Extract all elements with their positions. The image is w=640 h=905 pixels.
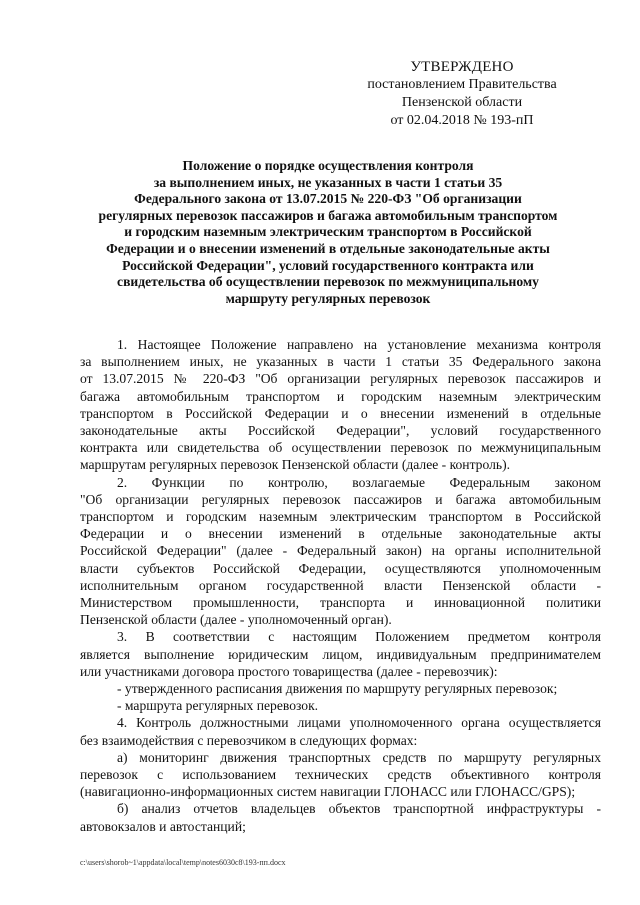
body-line: Пензенской области (далее - уполномоченный орган). [80, 612, 392, 628]
body-line: багажа автомобильным транспортом и городским наземным электрическим [80, 388, 601, 404]
file-path-footer: c:\users\shorob~1\appdata\local\temp\notes6030c8\193-пп.docx [80, 858, 286, 867]
body-line: 4. Контроль должностными лицами уполномоченного органа осуществляется [117, 715, 601, 731]
title-line: и городским наземным электрическим транспортом в Российской [124, 224, 532, 240]
body-line: контракта или свидетельства об осуществлении перевозок по межмуниципальным [80, 440, 601, 456]
body-line: - маршрута регулярных перевозок. [117, 698, 319, 714]
approval-stamp [360, 58, 564, 130]
body-line: транспортом в Российской Федерации и о внесении изменений в отдельные [80, 405, 601, 421]
body-line: Министерством промышленности, транспорта и инновационной политики [80, 595, 601, 611]
body-line: - утвержденного расписания движения по маршруту регулярных перевозок; [117, 681, 558, 697]
body-line: власти субъектов Российской Федерации, осуществляются уполномоченным [80, 560, 601, 576]
body-line: исполнительным органом государственной власти Пензенской области - [80, 577, 601, 593]
title-line: за выполнением иных, не указанных в части 1 статьи 35 [153, 174, 503, 190]
body-line: автовокзалов и автостанций; [80, 818, 246, 834]
body-line: б) анализ отчетов владельцев объектов транспортной инфраструктуры - [117, 801, 601, 817]
title-line: регулярных перевозок пассажиров и багажа автомобильным транспортом [98, 207, 558, 223]
body-line: Федерации и о внесении изменений в отдельные законодательные акты [80, 526, 601, 542]
body-line: от 13.07.2015 № 220-ФЗ "Об организации регулярных перевозок пассажиров и [80, 371, 601, 387]
title-line: Федерального закона от 13.07.2015 № 220-ФЗ "Об организации [134, 191, 522, 207]
title-line: маршруту регулярных перевозок [225, 290, 431, 306]
document-title [96, 158, 560, 307]
body-line: а) мониторинг движения транспортных средств по маршруту регулярных [117, 749, 601, 765]
approval-line: постановлением Правительства [367, 77, 557, 92]
title-line: Федерации и о внесении изменений в отдельные законодательные акты [106, 240, 550, 256]
body-line: "Об организации регулярных перевозок пассажиров и багажа автомобильным [80, 491, 601, 507]
body-line: Российской Федерации" (далее - Федеральный закон) на органы исполнительной [80, 543, 601, 559]
body-line: перевозок с использованием технических средств объективного контроля [80, 767, 601, 783]
body-line: или участниками договора простого товарищества (далее - перевозчик): [80, 663, 498, 679]
body-line: является выполнение юридическим лицом, индивидуальным предпринимателем [80, 646, 601, 662]
document-body [80, 336, 601, 835]
approval-line: Пензенской области [401, 95, 523, 110]
title-line: Российской Федерации", условий государственного контракта или [122, 257, 534, 273]
body-line: законодательные акты Российской Федерации", условий государственного [80, 423, 601, 439]
body-line: транспортом и городским наземным электрическим транспортом в Российской [80, 509, 601, 525]
body-line: за выполнением иных, не указанных в части 1 статьи 35 Федерального закона [80, 354, 601, 370]
body-line: маршрутам регулярных перевозок Пензенской области (далее - контроль). [80, 457, 511, 473]
approval-title: УТВЕРЖДЕНО [410, 59, 514, 75]
body-line: 2. Функции по контролю, возлагаемые Федеральным законом [117, 474, 601, 490]
body-line: без взаимодействия с перевозчиком в следующих формах: [80, 732, 418, 748]
approval-line: от 02.04.2018 № 193-пП [390, 113, 534, 128]
title-line: свидетельства об осуществлении перевозок по межмуниципальному [117, 274, 539, 290]
title-line: Положение о порядке осуществления контроля [182, 158, 474, 173]
body-line: 1. Настоящее Положение направлено на установление механизма контроля [117, 337, 601, 352]
body-line: 3. В соответствии с настоящим Положением предметом контроля [117, 629, 601, 645]
body-line: (навигационно-информационных систем навигации ГЛОНАСС или ГЛОНАСС/GPS); [80, 784, 576, 800]
